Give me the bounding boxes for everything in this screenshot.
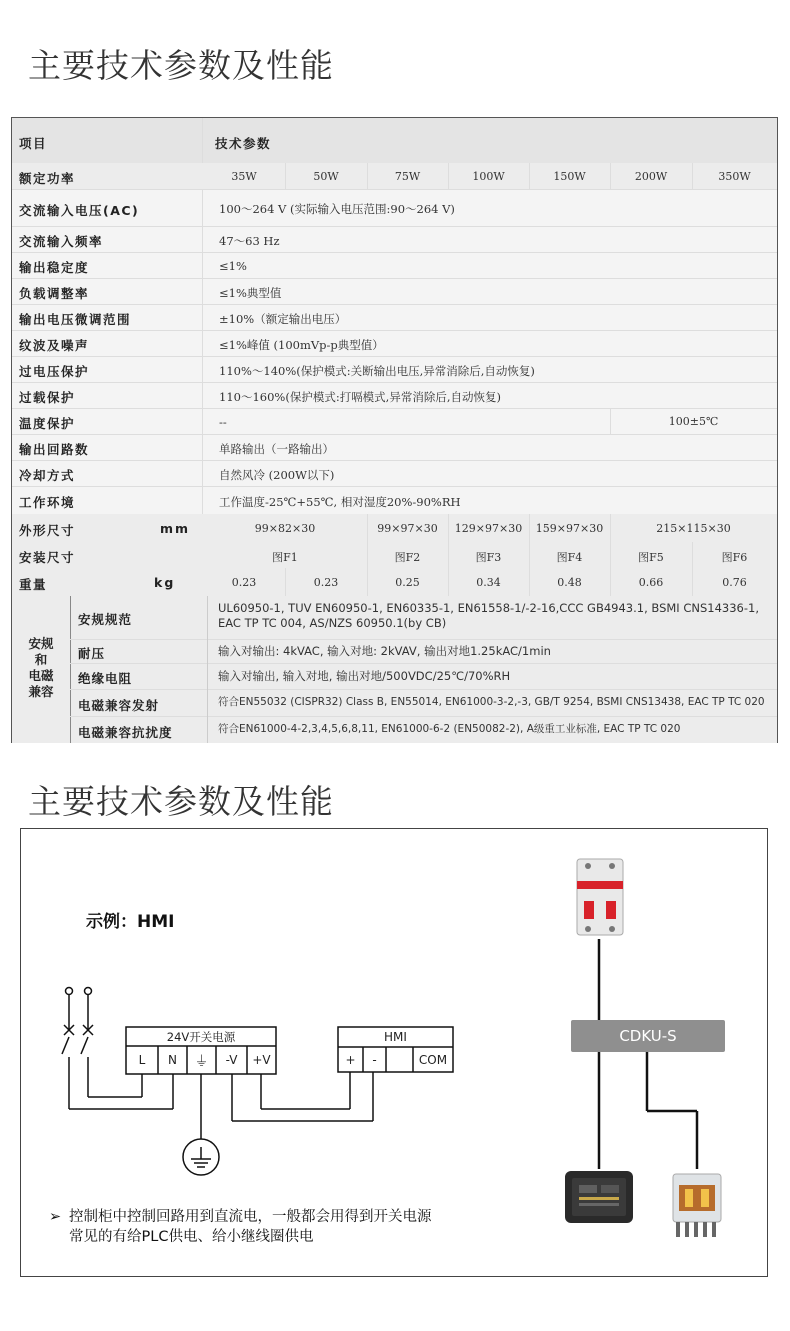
- weight-cell: 0.23: [313, 576, 339, 589]
- row-unit: mm: [160, 521, 191, 536]
- dim-cell: 159×97×30: [535, 522, 604, 535]
- row-label: 电磁兼容抗扰度: [78, 725, 173, 740]
- table-row: [12, 542, 777, 569]
- row-value: 输入对输出, 输入对地, 输出对地/500VDC/25℃/70%RH: [218, 669, 511, 683]
- row-label: 额定功率: [19, 171, 76, 186]
- row-label: 冷却方式: [19, 468, 76, 483]
- table-row: [70, 596, 777, 640]
- row-label: 工作环境: [19, 495, 76, 510]
- power-cell: 350W: [718, 170, 751, 183]
- terminal-label: -V: [225, 1053, 238, 1067]
- terminal-icon: [66, 988, 73, 995]
- mount-cell: 图F3: [475, 551, 502, 564]
- mount-cell: 图F4: [556, 551, 583, 564]
- example-title: 示例：HMI: [86, 912, 175, 932]
- section-title: 主要技术参数及性能: [28, 782, 334, 821]
- table-row: [12, 382, 777, 409]
- table-row: [12, 330, 777, 357]
- row-value: 110～160%(保护模式:打嗝模式,异常消除后,自动恢复): [219, 390, 501, 404]
- table-row: [12, 514, 777, 543]
- row-label: 电磁兼容发射: [78, 698, 160, 713]
- header-item: 项目: [19, 136, 48, 151]
- table-row: [12, 252, 777, 279]
- table-row: [12, 486, 777, 515]
- row-label: 耐压: [78, 646, 106, 661]
- table-row: [12, 356, 777, 383]
- table-row: [12, 460, 777, 487]
- row-value: 输入对输出: 4kVAC, 输入对地: 2kVAV, 输出对地1.25kAC/1min: [218, 644, 551, 658]
- page-title: 主要技术参数及性能: [28, 46, 334, 85]
- table-row: [12, 226, 777, 253]
- row-label: 纹波及噪声: [19, 338, 90, 353]
- emc-group: [12, 596, 71, 743]
- terminal-label: -: [372, 1053, 377, 1067]
- weight-cell: 0.66: [638, 576, 664, 589]
- table-row: [70, 639, 777, 664]
- ground-icon: ⏚: [194, 1054, 209, 1070]
- power-cell: 50W: [313, 170, 339, 183]
- table-row: [70, 689, 777, 717]
- header-params: 技术参数: [215, 136, 272, 151]
- mount-cell: 图F5: [638, 551, 664, 564]
- row-value: 单路输出（一路输出）: [219, 442, 334, 456]
- row-value: 100±5℃: [668, 415, 719, 428]
- relay-icon: [673, 1174, 721, 1237]
- row-value: ±10%（额定输出电压）: [219, 312, 347, 326]
- power-cell: 75W: [394, 170, 421, 183]
- table-row: [12, 304, 777, 331]
- table-header-row: [12, 118, 777, 164]
- terminal-label: L: [138, 1053, 146, 1067]
- row-value: UL60950-1, TUV EN60950-1, EN60335-1, EN61558-1/-2-16,CCC GB4943.1, BSMI CNS14336-1, EAC TP TC 004, AS/NZS 60950.1(by CB): [218, 601, 759, 630]
- mount-cell: 图F6: [721, 551, 748, 564]
- row-label: 重量: [19, 577, 48, 592]
- row-value: ≤1%: [219, 259, 247, 273]
- dim-cell: 129×97×30: [454, 522, 523, 535]
- power-cell: 35W: [231, 170, 257, 183]
- terminal-label: +: [345, 1053, 356, 1067]
- table-row: [12, 189, 777, 227]
- hmi-device-icon: [565, 1171, 633, 1223]
- row-label: 输出回路数: [19, 442, 90, 457]
- row-value: 工作温度-25℃+55℃, 相对湿度20%-90%RH: [219, 495, 461, 509]
- row-label: 外形尺寸: [19, 523, 76, 538]
- row-label: 输出稳定度: [19, 260, 90, 275]
- spec-table: [11, 117, 778, 743]
- row-label: 过电压保护: [19, 364, 90, 379]
- row-label: 交流输入电压(AC): [19, 203, 140, 218]
- terminal-label: COM: [418, 1053, 448, 1067]
- cdku-module: CDKU-S: [571, 1020, 725, 1052]
- mount-cell: 图F1: [272, 551, 298, 564]
- note-text: [49, 1207, 432, 1247]
- row-value: ≤1%峰值 (100mVp-p典型值）: [219, 338, 384, 352]
- power-cell: 100W: [472, 170, 505, 183]
- row-value: 符合EN61000-4-2,3,4,5,6,8,11, EN61000-6-2 (EN50082-2), A级重工业标准, EAC TP TC 020: [218, 723, 681, 735]
- row-value: 110%～140%(保护模式:关断输出电压,异常消除后,自动恢复): [219, 364, 535, 378]
- circuit-breaker-icon: [577, 859, 623, 935]
- terminal-label: +V: [252, 1053, 271, 1067]
- row-label: 温度保护: [19, 416, 76, 431]
- row-value: 自然风冷 (200W以下): [219, 468, 335, 482]
- dim-cell: 99×97×30: [377, 522, 438, 535]
- wiring-diagram: [20, 828, 768, 1277]
- row-label: 安规规范: [78, 612, 133, 627]
- row-value: 100～264 V (实际输入电压范围:90～264 V): [219, 202, 455, 216]
- row-value: 符合EN55032 (CISPR32) Class B, EN55014, EN61000-3-2,-3, GB/T 9254, BSMI CNS13438, EAC TP TC 020: [218, 696, 765, 708]
- power-cell: 200W: [634, 170, 668, 183]
- row-label: 安装尺寸: [19, 550, 76, 565]
- weight-cell: 0.48: [557, 576, 582, 589]
- weight-cell: 0.23: [231, 576, 257, 589]
- bullet-icon: ➢: [49, 1209, 62, 1225]
- row-label: 绝缘电阻: [78, 671, 133, 686]
- table-row: [12, 434, 777, 461]
- row-label: 负载调整率: [19, 286, 90, 301]
- table-row: [70, 716, 777, 743]
- table-row: [12, 278, 777, 305]
- terminal-label: N: [168, 1053, 177, 1067]
- table-row: [12, 408, 777, 435]
- table-row: [12, 163, 777, 190]
- table-row: [70, 663, 777, 690]
- row-value: --: [219, 415, 227, 429]
- emc-section: [12, 596, 777, 743]
- terminal-icon: [85, 988, 92, 995]
- row-label: 输出电压微调范围: [19, 312, 132, 327]
- weight-cell: 0.34: [476, 576, 501, 589]
- row-unit: kg: [154, 575, 176, 590]
- row-value: 47～63 Hz: [219, 234, 280, 248]
- mount-cell: 图F2: [394, 551, 421, 564]
- dim-cell: 215×115×30: [656, 522, 731, 535]
- psu-label: 24V开关电源: [166, 1030, 236, 1044]
- weight-cell: 0.76: [722, 576, 747, 589]
- note-line: 控制柜中控制回路用到直流电，一般都会用得到开关电源: [69, 1209, 432, 1225]
- emc-group-label: 安规 和 电磁 兼容: [28, 636, 54, 699]
- row-label: 过载保护: [19, 390, 76, 405]
- row-value: ≤1%典型值: [219, 286, 282, 300]
- note-line: 常见的有给PLC供电、给小继线圈供电: [69, 1229, 314, 1245]
- hmi-label: HMI: [384, 1030, 407, 1044]
- dim-cell: 99×82×30: [254, 522, 316, 535]
- row-label: 交流输入频率: [19, 234, 104, 249]
- table-row: [12, 568, 777, 597]
- weight-cell: 0.25: [395, 576, 420, 589]
- power-cell: 150W: [553, 170, 586, 183]
